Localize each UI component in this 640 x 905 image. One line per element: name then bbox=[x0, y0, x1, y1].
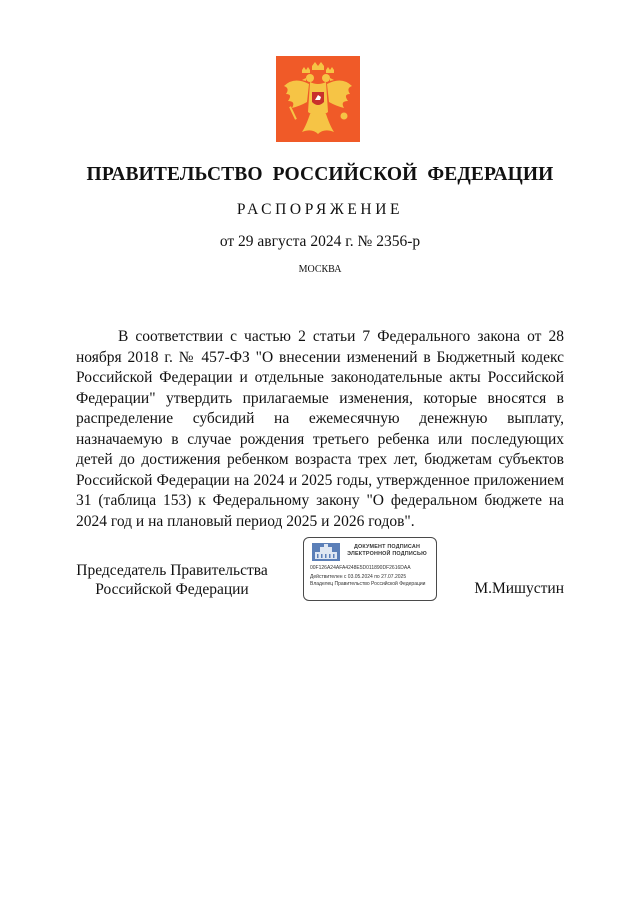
government-building-icon bbox=[312, 543, 340, 561]
signer-name: М.Мишустин bbox=[474, 580, 564, 597]
stamp-title-line2: ЭЛЕКТРОННОЙ ПОДПИСЬЮ bbox=[347, 551, 427, 557]
certificate-validity: Действителен с 03.05.2024 по 27.07.2025 bbox=[310, 574, 407, 580]
order-paragraph: В соответствии с частью 2 статьи 7 Федерального закона от 28 ноября 2018 г. № 457-ФЗ "О внесении изменений в Бюджетный кодекс Российской Федерации и отдельные законодательные акты Российской Федерации" утвердить прилагаемые изменения, которые вносятся в распределение субсидий на ежемесячную денежную выплату, назначаемую в случае рождения третьего ребенка или последующих детей до достижения ребенком возраста трех лет, бюджетам субъектов Российской Федерации на 2024 и 2025 годы, утвержденное приложением 31 (таблица 153) к Федеральному закону "О федеральном бюджете на 2024 год и на плановый период 2025 и 2026 годов". bbox=[76, 328, 564, 530]
document-city: МОСКВА bbox=[298, 264, 342, 275]
signer-position bbox=[72, 561, 272, 599]
signer-position-line2: Российской Федерации bbox=[95, 581, 249, 598]
certificate-owner: Владелец Правительство Российской Федерации bbox=[310, 581, 426, 587]
russian-coat-of-arms-icon bbox=[276, 56, 360, 142]
signer-position-line1: Председатель Правительства bbox=[76, 562, 268, 579]
document-type: РАСПОРЯЖЕНИЕ bbox=[236, 201, 404, 218]
certificate-serial: 00F126A24AFA4248E5D011890DF2616DAA bbox=[310, 565, 411, 571]
stamp-title-line1: ДОКУМЕНТ ПОДПИСАН bbox=[353, 544, 421, 550]
document-date-number: от 29 августа 2024 г. № 2356-р bbox=[219, 233, 421, 250]
stamp-title bbox=[342, 544, 432, 558]
electronic-signature-stamp bbox=[303, 537, 437, 601]
government-title: ПРАВИТЕЛЬСТВО РОССИЙСКОЙ ФЕДЕРАЦИИ bbox=[86, 164, 554, 185]
